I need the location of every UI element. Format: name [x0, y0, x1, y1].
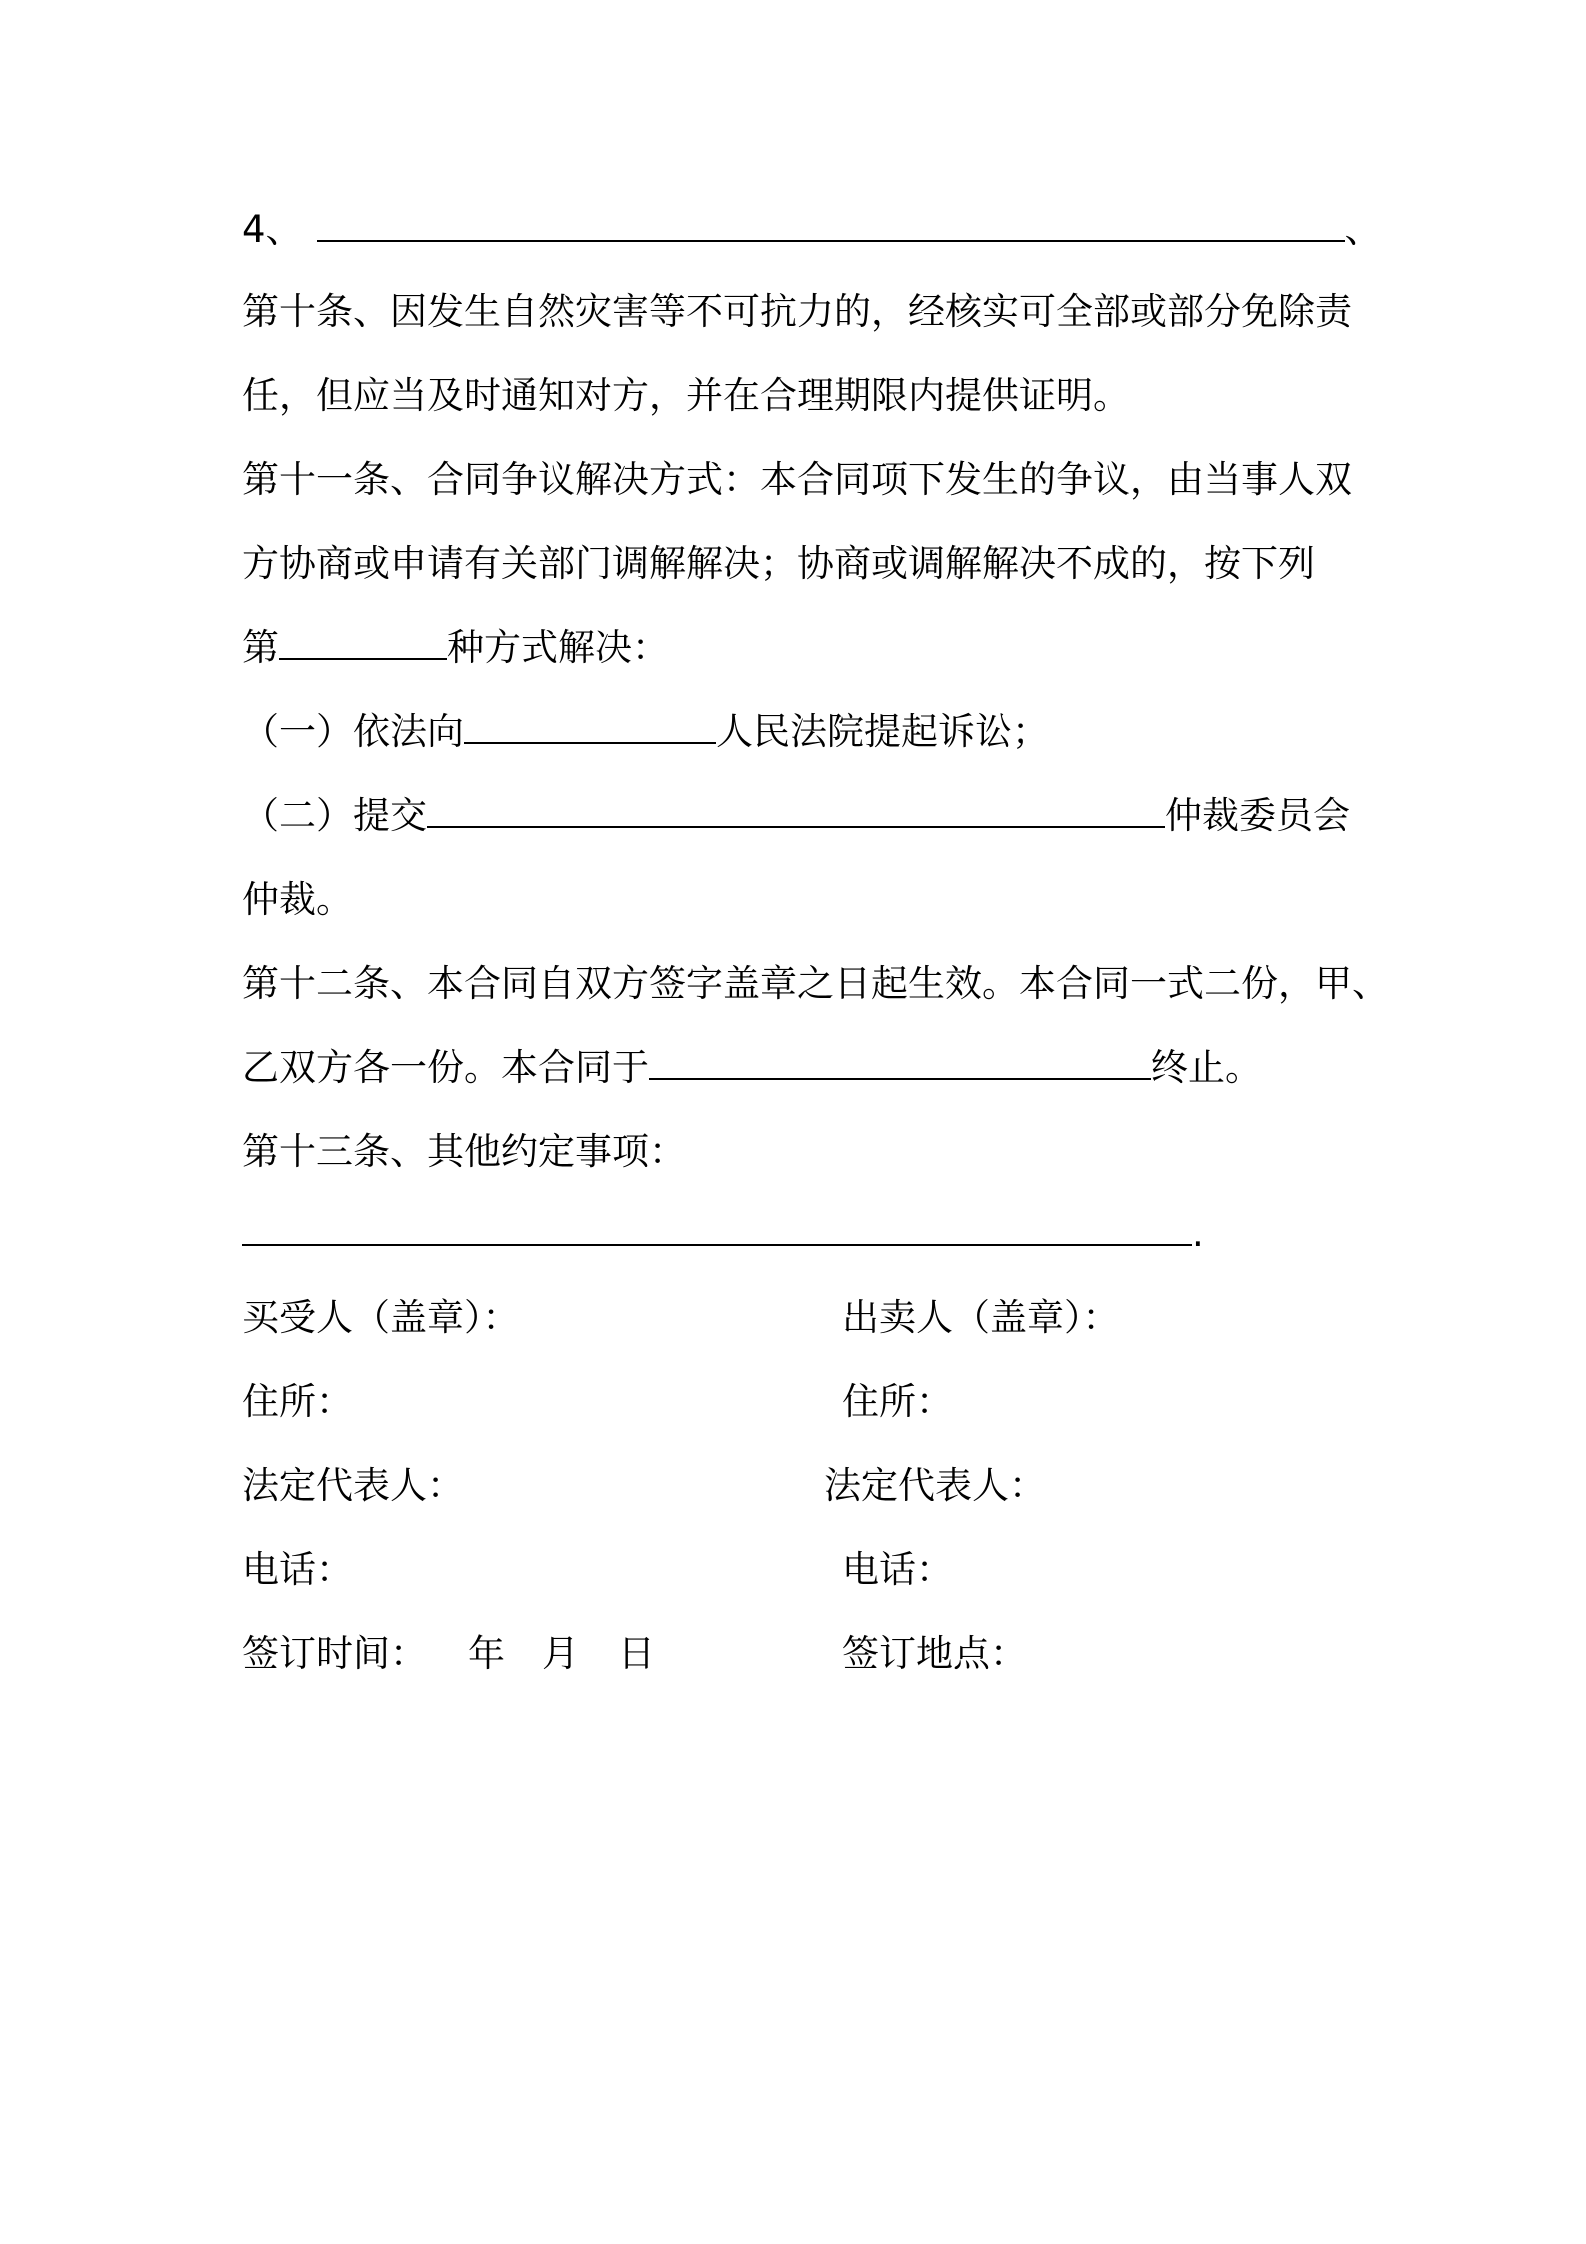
item4-blank — [317, 210, 1345, 242]
clause11-line3 — [242, 626, 669, 670]
clause11-option1 — [242, 710, 1049, 754]
termination-date-blank — [649, 1048, 1151, 1080]
clause11-option2 — [242, 794, 1350, 838]
option1-prefix: （一）依法向 — [242, 710, 464, 753]
clause12-line2 — [242, 1046, 1262, 1090]
arbitration-blank — [427, 796, 1165, 828]
clause11-line1: 第十一条、合同争议解决方式：本合同项下发生的争议，由当事人双 — [242, 458, 1352, 501]
other-matters-blank — [242, 1214, 1192, 1246]
item4-suffix: 、 — [1344, 208, 1382, 251]
clause11-option2-line2: 仲裁。 — [242, 878, 353, 921]
seller-rep-label: 法定代表人： — [824, 1464, 1046, 1507]
seller-label: 出卖人（盖章）： — [842, 1296, 1120, 1339]
clause13-line1: 第十三条、其他约定事项： — [242, 1130, 686, 1173]
clause13-blank-suffix: . — [1192, 1212, 1204, 1255]
court-blank — [464, 712, 716, 744]
option2-prefix: （二）提交 — [242, 794, 427, 837]
buyer-rep-label: 法定代表人： — [242, 1464, 464, 1507]
sign-time-label: 签订时间： — [242, 1632, 427, 1675]
seller-phone-label: 电话： — [842, 1548, 953, 1591]
clause-item-4 — [242, 208, 1382, 252]
clause12-line2-suffix: 终止。 — [1151, 1046, 1262, 1089]
clause11-line2: 方协商或申请有关部门调解解决；协商或调解解决不成的，按下列 — [242, 542, 1315, 585]
sign-place-label: 签订地点： — [842, 1632, 1027, 1675]
clause12-line1: 第十二条、本合同自双方签字盖章之日起生效。本合同一式二份，甲、 — [242, 962, 1389, 1005]
option1-suffix: 人民法院提起诉讼； — [716, 710, 1049, 753]
item4-prefix: 4、 — [242, 208, 303, 251]
buyer-phone-label: 电话： — [242, 1548, 353, 1591]
buyer-address-label: 住所： — [242, 1380, 353, 1423]
option2-suffix: 仲裁委员会 — [1165, 794, 1350, 837]
clause11-method-blank — [279, 628, 447, 660]
sign-day-label: 日 — [618, 1632, 655, 1675]
sign-year-label: 年 — [468, 1632, 505, 1675]
seller-address-label: 住所： — [842, 1380, 953, 1423]
clause13-blank-line — [242, 1212, 1204, 1256]
sign-month-label: 月 — [542, 1632, 579, 1675]
clause10-line2: 任，但应当及时通知对方，并在合理期限内提供证明。 — [242, 374, 1130, 417]
buyer-label: 买受人（盖章）： — [242, 1296, 520, 1339]
clause10-line1: 第十条、因发生自然灾害等不可抗力的，经核实可全部或部分免除责 — [242, 290, 1352, 333]
clause11-line3-suffix: 种方式解决： — [447, 626, 669, 669]
clause11-line3-prefix: 第 — [242, 626, 279, 669]
clause12-line2-prefix: 乙双方各一份。本合同于 — [242, 1046, 649, 1089]
